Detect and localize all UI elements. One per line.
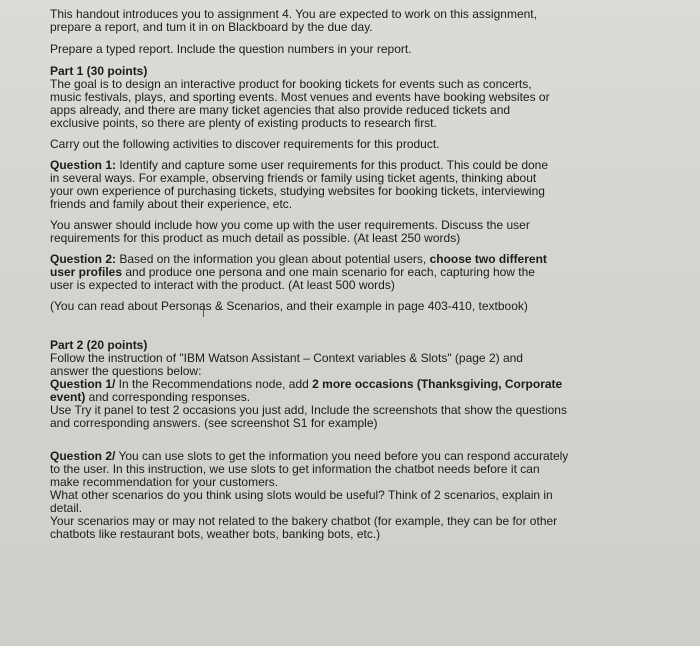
question-1-label: Question 1: — [50, 158, 117, 172]
intro-line-2: prepare a report, and tum it in on Blackboard by the due day. — [50, 20, 373, 34]
part1-q2-line-2: user profiles and produce one persona and one main scenario for each, capturing how the — [50, 265, 535, 279]
part2-q2-line: chatbots like restaurant bots, weather bots, banking bots, etc.) — [50, 527, 381, 541]
part2-heading: Part 2 (20 points) — [50, 338, 148, 352]
intro-line-1: This handout introduces you to assignment 4. You are expected to work on this assignment, — [50, 7, 537, 21]
part1-q1-line-1: Question 1: Identify and capture some user requirements for this product. This could be done — [50, 158, 549, 172]
part2-q1-line-4: and corresponding answers. (see screenshot S1 for example) — [50, 416, 378, 430]
part1-p1-line: The goal is to design an interactive product for booking tickets for events such as concerts, — [50, 77, 532, 91]
part1-heading: Part 1 (30 points) — [50, 64, 148, 78]
part2-q2-line: What other scenarios do you think using slots would be useful? Think of 2 scenarios, explain in — [50, 488, 553, 502]
part2-q2-line: make recommendation for your customers. — [50, 475, 279, 489]
part1-p3-line: requirements for this product as much detail as possible. (At least 250 words) — [50, 231, 461, 245]
part1-p3-line: You answer should include how you come up with the user requirements. Discuss the user — [50, 218, 530, 232]
part2-p1-line: Follow the instruction of "IBM Watson Assistant – Context variables & Slots" (page 2) and — [50, 351, 523, 365]
part2-q1-line-3: Use Try it panel to test 2 occasions you just add, Include the screenshots that show the questions — [50, 403, 567, 417]
part1-q2-line-3: user is expected to interact with the product. (At least 500 words) — [50, 278, 395, 292]
part2-p1-line: answer the questions below: — [50, 364, 202, 378]
part2-q1-line-1: Question 1/ In the Recommendations node, add 2 more occasions (Thanksgiving, Corporate — [50, 377, 563, 391]
part1-p1-line: music festivals, plays, and sporting events. Most venues and events have booking websites or — [50, 90, 550, 104]
part1-p2: Carry out the following activities to discover requirements for this product. — [50, 137, 440, 151]
part2-q2-line-1: Question 2/ You can use slots to get the information you need before you can respond accurately — [50, 449, 569, 463]
part1-q1-line: in several ways. For example, observing friends or family using ticket agents, thinking about — [50, 171, 537, 185]
part1-note: (You can read about Personas & Scenarios, and their example in page 403-410, textbook) — [50, 299, 528, 313]
part2-q2-line: detail. — [50, 501, 83, 515]
part1-p1-line: exclusive points, so there are plenty of existing products to research first. — [50, 116, 437, 130]
question-2-label: Question 2: — [50, 252, 117, 266]
part1-q1-line: your own experience of purchasing tickets, studying websites for booking tickets, interviewing — [50, 184, 545, 198]
intro-line-3: Prepare a typed report. Include the question numbers in your report. — [50, 42, 412, 56]
handout-text-column — [50, 8, 625, 541]
part2-q2-line: to the user. In this instruction, we use slots to get information the chatbot needs before it can — [50, 462, 540, 476]
part1-q2-line-1: Question 2: Based on the information you glean about potential users, choose two different — [50, 252, 547, 266]
part1-q1-line: friends and family about their experience, etc. — [50, 197, 293, 211]
part2-question-2-label: Question 2/ — [50, 449, 116, 463]
part2-question-1-label: Question 1/ — [50, 377, 116, 391]
part2-q2-line: Your scenarios may or may not related to the bakery chatbot (for example, they can be for other — [50, 514, 558, 528]
part1-p1-line: apps already, and there are many ticket agencies that also provide reduced tickets and — [50, 103, 511, 117]
part2-q1-line-2: event) and corresponding responses. — [50, 390, 251, 404]
